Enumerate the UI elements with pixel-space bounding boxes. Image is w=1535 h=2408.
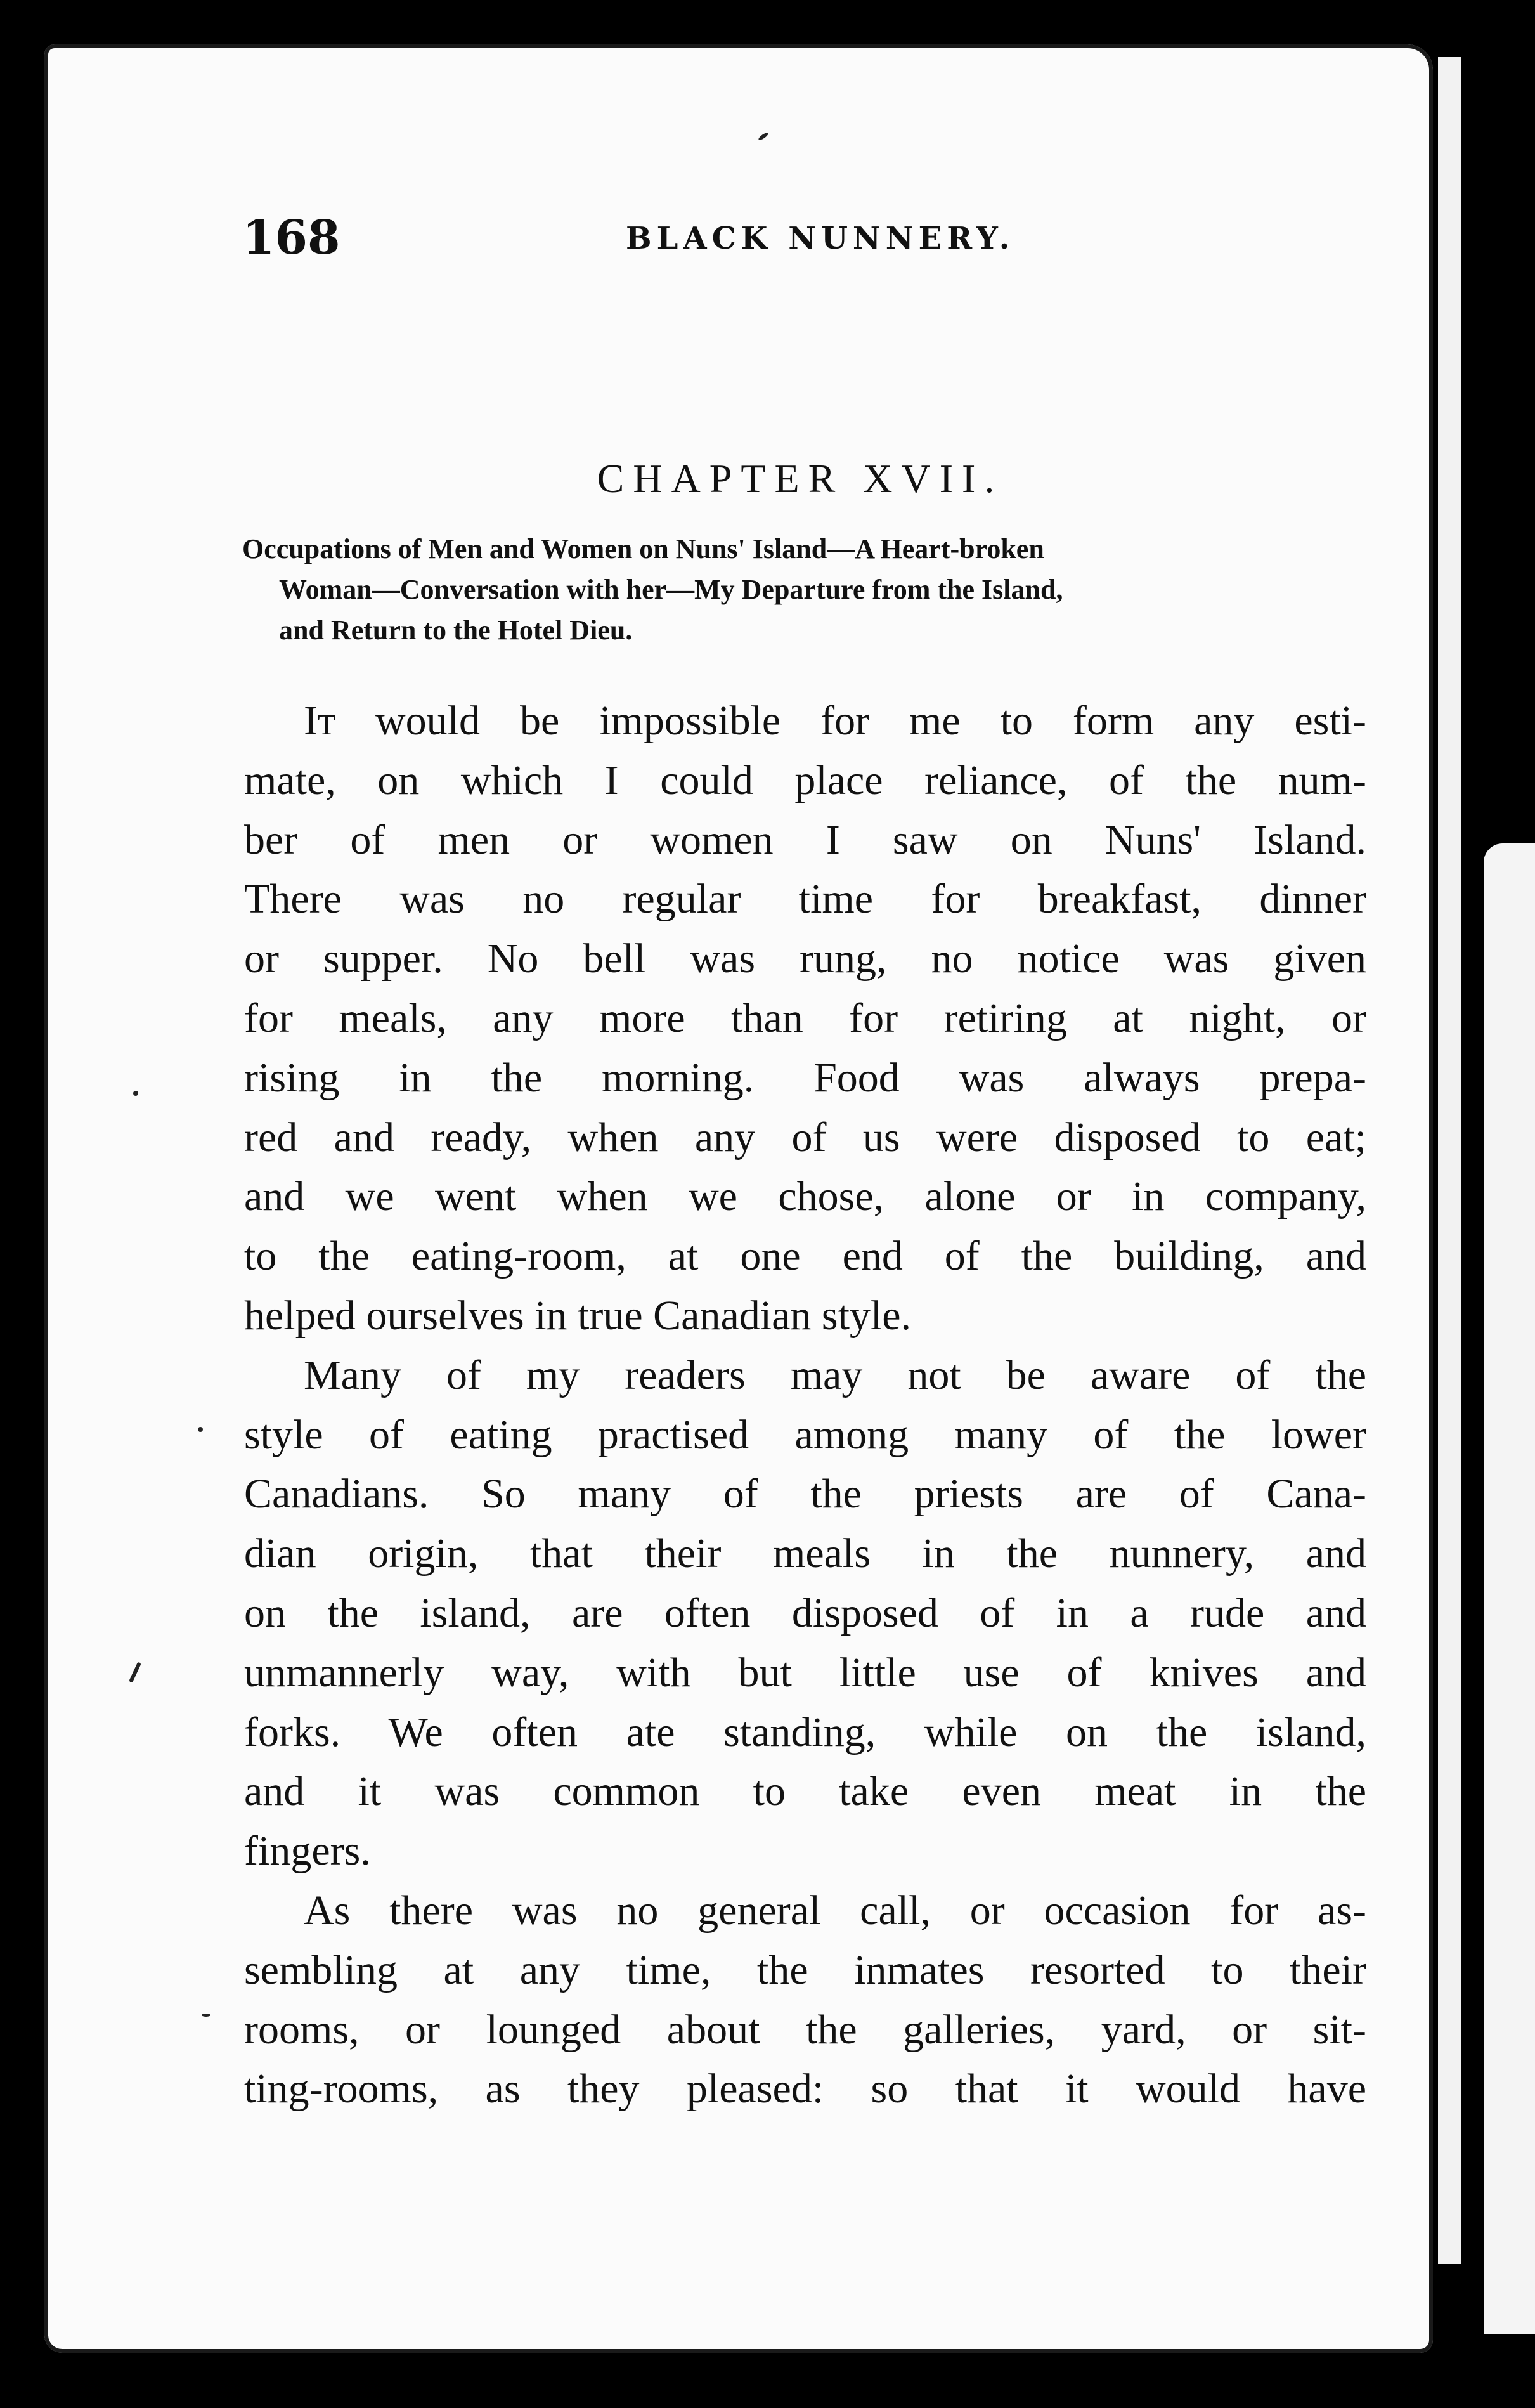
text-line: helped ourselves in true Canadian style. (244, 1292, 912, 1339)
text-line: There was no regular time for breakfast, dinner (244, 876, 1366, 923)
text-line: As there was no general call, or occasion for as- (304, 1887, 1366, 1934)
text-line: forks. We often ate standing, while on the island, (244, 1708, 1366, 1755)
scan-speck (202, 2014, 210, 2017)
text-line: and we went when we chose, alone or in company, (244, 1173, 1366, 1220)
scan-speck (133, 1091, 138, 1096)
text-line: sembling at any time, the inmates resorted to their (244, 1946, 1366, 1993)
body-text (244, 691, 1366, 2119)
running-head: BLACK NUNNERY. (626, 221, 1015, 256)
text-line: and it was common to take even meat in the (244, 1768, 1366, 1815)
text-line: ting-rooms, as they pleased: so that it would have (244, 2066, 1366, 2112)
text-line (244, 691, 1366, 751)
chapter-title: CHAPTER XVII. (597, 456, 1004, 501)
synopsis-line: Occupations of Men and Women on Nuns' Island—A Heart-broken (242, 533, 1044, 564)
page-number: 168 (242, 211, 340, 265)
text-line: ber of men or women I saw on Nuns' Island. (244, 816, 1366, 863)
text-line: unmannerly way, with but little use of knives and (244, 1649, 1366, 1696)
chapter-synopsis (242, 529, 1358, 651)
scan-speck (198, 1427, 203, 1432)
text-line: dian origin, that their meals in the nunnery, and (244, 1530, 1366, 1577)
text-line: fingers. (244, 1828, 371, 1875)
text-line-content: would be impossible for me to form any esti- (335, 698, 1366, 744)
page-header (242, 211, 1358, 265)
text-line: to the eating-room, at one end of the building, and (244, 1233, 1366, 1280)
text-line: style of eating practised among many of the lower (244, 1411, 1366, 1458)
text-line: rising in the morning. Food was always prepa- (244, 1054, 1366, 1101)
text-line: mate, on which I could place reliance, of the num- (244, 757, 1366, 804)
text-line: Canadians. So many of the priests are of Cana- (244, 1471, 1366, 1518)
lead-word: It (304, 698, 336, 744)
adjacent-page-edge-lower (1484, 843, 1535, 2334)
text-line: for meals, any more than for retiring at night, or (244, 994, 1366, 1041)
synopsis-line: and Return to the Hotel Dieu. (279, 615, 633, 646)
text-line: Many of my readers may not be aware of the (304, 1351, 1366, 1398)
text-line: red and ready, when any of us were disposed to eat; (244, 1114, 1366, 1161)
adjacent-page-edge (1438, 57, 1461, 2264)
synopsis-line: Woman—Conversation with her—My Departure from the Island, (279, 574, 1063, 605)
text-line: rooms, or lounged about the galleries, yard, or sit- (244, 2006, 1366, 2053)
text-line: or supper. No bell was rung, no notice was given (244, 935, 1366, 982)
text-line: on the island, are often disposed of in a rude and (244, 1589, 1366, 1636)
